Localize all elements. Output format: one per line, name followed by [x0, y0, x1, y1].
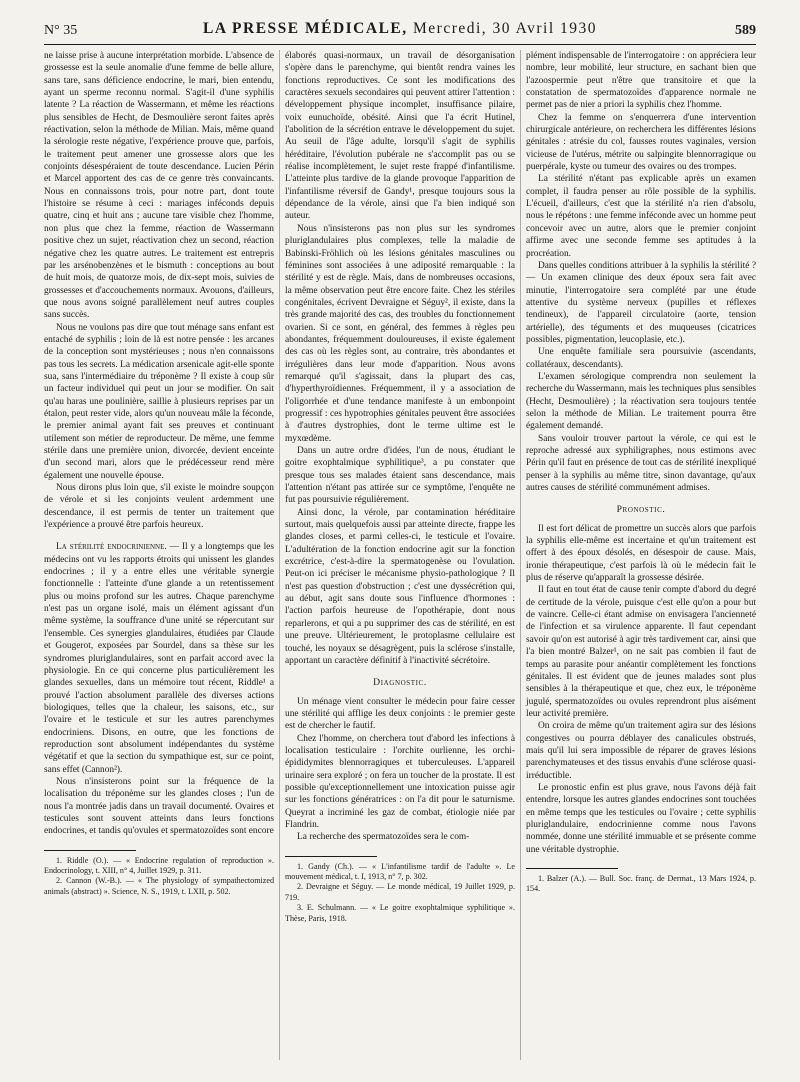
page-header	[44, 20, 756, 44]
paragraph: La recherche des spermatozoïdes sera le com-	[297, 832, 470, 843]
header-rule	[44, 44, 756, 45]
paragraph: Le pronostic enfin est plus grave, nous l'avons déjà fait entendre, lorsque les autres glandes endocrines sont touchées en même temps que les testicules ou l'ovaire ; cette syphilis pluriglandulaire, endocrinienne comme nous l'avons nommée, donne une stérilité immuable et se présente comme une véritable dystrophie.	[526, 782, 756, 855]
footnote-rule	[526, 868, 618, 869]
column-1	[44, 50, 274, 897]
paragraph	[44, 541, 274, 776]
column-divider	[520, 50, 521, 1060]
paragraph: plément indispensable de l'interrogatoire : on appréciera leur nombre, leur mobilité, leur structure, en sachant bien que l'azoospermie peut n'être que transitoire et que la constatation de spermatozoïdes d'apparence normale ne permet pas de nier a priori la syphilis chez l'homme.	[526, 51, 756, 111]
paragraph: Nous ne voulons pas dire que tout ménage sans enfant est entaché de syphilis ; loin de là est notre pensée : les arcanes de la conception sont mystérieuses ; nous n'en connaissons pas tous les secrets. La médication arsenicale agit-elle sponte sua, sans l'intermédiaire du tréponème ? Il existe à coup sûr un facteur individuel qui peut un jour se modifier. On sait qu'au haras une poulinière, saillie à plusieurs reprises par un étalon, peut rester vide, alors qu'un nouveau mâle la féconde, le premier animal ayant fait ses preuves et continuant utilement son métier de reproducteur. De même, une femme stérile dans une première union, divorcée, devient enceinte d'un second mari, alors que le prédécesseur rend mère également une nouvelle épouse.	[44, 322, 274, 481]
paragraph: Nous dirons plus loin que, s'il existe le moindre soupçon de vérole et si les conjoints veulent ardemment une descendance, il est permis de tenter un traitement que l'expérience a prouvé être parfois heureux.	[44, 483, 274, 531]
paragraph: Un ménage vient consulter le médecin pour faire cesser une stérilité qui afflige les deux conjoints : le premier geste est de chercher le fautif.	[285, 696, 515, 732]
paragraph: élaborés quasi-normaux, un travail de désorganisation s'opère dans le parenchyme, qui bientôt rendra vaines les fonctions reproductives. Ce sont les modifications des caractères sexuels secondaires qui peuvent attirer l'attention : développement physique incomplet, insuffisance pilaire, voix eunuchoïde, obésité. Ainsi que l'a écrit Hutinel, l'abolition de la sécrétion entrave le développement du sujet. Au seuil de l'âge adulte, lorsqu'il s'agit de syphilis héréditaire, l'évolution pubérale ne s'accomplit pas ou se réalise incomplètement, le sujet reste frappé d'infantilisme. L'atteinte plus tardive de la glande provoque l'apparition de l'infantilisme réversif de Gandy¹, presque toujours sous la dépendance de la vérole, ainsi que l'a bien indiqué son auteur.	[285, 51, 515, 222]
paragraph: L'examen sérologique comprendra non seulement la recherche du Wassermann, mais les techniques plus sensibles (Hecht, Desmoulière) ; la réactivation sera toujours tentée selon la méthode de Milian. Le traitement pourra être également demandé.	[526, 371, 756, 432]
section-run-in-title: La stérilité endocrinienne.	[56, 542, 167, 553]
footnote-rule	[285, 856, 377, 857]
paragraph: Une enquête familiale sera poursuivie (ascendants, collatéraux, descendants).	[526, 347, 756, 370]
journal-name: LA PRESSE MÉDICALE,	[202, 20, 408, 37]
column-3	[526, 50, 756, 895]
footnote: 1. Gandy (Ch.). — « L'infantilisme tardif de l'adulte ». Le mouvement médical, t. I, 1913, n° 7, p. 302.	[285, 861, 515, 882]
footnote: 2. Cannon (W.-B.). — « The physiology of sympathectomized animals (abstract) ». Science, N. S., 1919, t. LXII, p. 502.	[44, 876, 274, 896]
paragraph: Chez la femme on s'enquerrera d'une intervention chirurgicale antérieure, on recherchera les différentes lésions génitales : atrésie du col, fausses routes vaginales, version vicieuse de l'utérus, métrite ou salpingite blennorragique ou puerpérale, kyste ou tumeur des ovaires ou des trompes.	[526, 112, 756, 173]
paragraph: Ainsi donc, la vérole, par contamination héréditaire surtout, mais quelquefois aussi par atteinte directe, frappe les glandes closes, et parmi celles-ci, le testicule et l'ovaire. L'adultération de la fonction endocrine agit sur la fonction excrétrice, c'est-à-dire la spermatogenèse ou l'ovulation. Peut-on ici préciser le mécanisme physio-pathologique ? Il n'est pas question d'obstruction ; c'est une dyssécrétion qui, au début, agit sans doute sous l'influence d'hormones : l'action parfois heureuse de l'opothérapie, dont nous reparlerons, et qui a pu supprimer des cas de stérilité, en est une preuve. Ultérieurement, le protoplasme cellulaire est touché, les noyaux se désagrègent, puis la sclérose s'installe, apportant un caractère définitif à l'inactivité sécrétoire.	[285, 507, 515, 666]
paragraph: Il faut en tout état de cause tenir compte d'abord du degré de certitude de la vérole, puisque c'est elle qu'on a pour but de vaincre. Celle-ci étant admise on envisagera l'ancienneté de l'infection et sa virulence apparente. Il faut cependant savoir qu'on est autorisé à agir très tardivement car, ainsi que l'a bien montré Balzer¹, on ne sait pas combien il faut de temps au parasite pour anéantir complètement les fonctions génitales. Il est évident que de jeunes malades sont plus sensibles à la thérapeutique et que, chez eux, le tréponème jugulé, spermatozoïdes ou ovules reprendront plus aisément leur activité première.	[526, 585, 756, 719]
footnote: 3. E. Schulmann. — « Le goitre exophtalmique syphilitique ». Thèse, Paris, 1918.	[285, 903, 515, 923]
issue-date: Mercredi, 30 Avril 1930	[413, 20, 598, 37]
paragraph: ne laisse prise à aucune interprétation morbide. L'absence de grossesse est la seule anomalie d'une femme de belle allure, sans tare, sans déficience endocrine, le mari, bien entendu, ayant un sperme reconnu normal. S'agit-il d'une syphilis latente ? La réaction de Wassermann, et même les réactions plus sensibles de Hecht, de Desmoulière seront faites après réactivation, selon la méthode de Milian. Mais, même quand la sérologie reste négative, l'expérience prouve que, parfois, le traitement peut amener une grossesse alors que les conjoints désespéraient de toute descendance. Lucien Périn et Marcel apportent des cas de ce genre très convaincants. Nous en connaissons trois, pour notre part, dont toute l'histoire se résume à ceci : mariages inféconds depuis quatre, cinq et huit ans ; aucune tare visible chez l'homme, non plus que chez la femme, réaction de Wassermann positive chez un sujet, réactivation chez un second, réaction négative chez les quatre autres. Le traitement est entrepris par les arsénobenzènes et le bismuth : conceptions au bout de huit mois, de quatorze mois, de dix-sept mois, suivies de grossesses et d'accouchements normaux. Avouons, d'ailleurs, que nous avons soigné parallèlement neuf autres couples sans succès.	[44, 51, 274, 321]
running-title	[44, 20, 756, 38]
issue-number: N° 35	[44, 23, 78, 38]
paragraph: Sans vouloir trouver partout la vérole, ce qui est le reproche adressé aux syphiligraphes, nous estimons avec Périn qu'il faut en présence de tout cas de stérilité inexpliqué penser à la syphilis au même titre, sinon davantage, qu'aux autres causes de stérilité communément admises.	[526, 433, 756, 494]
paragraph: Dans un autre ordre d'idées, l'un de nous, étudiant le goitre exophtalmique syphilitique³, a pu constater que presque tous ses malades étaient sans descendance, mais l'attention n'étant pas attirée sur ce symptôme, l'enquête ne fut pas poursuivie régulièrement.	[285, 446, 515, 506]
column-divider	[279, 50, 280, 1060]
paragraph: Dans quelles conditions attribuer à la syphilis la stérilité ? — Un examen clinique des deux époux sera fait avec minutie, l'interrogatoire sera complété par une étude attentive du système nerveux (pupilles et réflexes tendineux), de l'appareil circulatoire (aorte, tension artérielle), des téguments et des muqueuses (cicatrices possibles, pigmentation, leucoplasie, etc.).	[526, 260, 756, 345]
paragraph: Nous n'insisterons point sur la fréquence de la localisation du tréponème sur les glandes closes ; l'un de nous l'a montrée jadis dans un travail documenté. Ovaires et testicules sont souvent atteints dans leurs fonctions endocrines, et tandis qu'ovules et spermatozoïdes sont encore	[44, 776, 274, 837]
footnote: 1. Riddle (O.). — « Endocrine regulation of reproduction ». Endocrinology, t. XIII, n° 4, Juillet 1929, p. 311.	[44, 855, 274, 876]
column-2	[285, 50, 515, 924]
paragraph: Chez l'homme, on cherchera tout d'abord les infections à localisation testiculaire : l'orchite ourlienne, les orchi-épididymites blennorragiques et tuberculeuses. L'appareil urinaire sera exploré ; on fera un toucher de la prostate. Il est possible qu'exceptionnellement une intoxication puisse agir sur les fonctions génératrices : on l'a dit pour le saturnisme. Queyrat a incriminé les gaz de combat, étiologie niée par Flandrin.	[285, 733, 515, 830]
paragraph: On croira de même qu'un traitement agira sur des lésions congestives ou pourra déblayer des canalicules obstrués, mais qu'il lui sera impossible de réparer de graves lésions parenchymateuses et des tissus envahis d'une sclérose quasi-irréductible.	[526, 721, 756, 781]
footnote-rule	[44, 850, 136, 851]
paragraph: Il est fort délicat de promettre un succès alors que parfois la syphilis elle-même est incertaine et qu'un traitement est offert à des époux désolés, en désespoir de cause. Mais, ironie thérapeutique, c'est parfois là où le médecin fait le plus de réserve qu'apparaît la grossesse désirée.	[526, 523, 756, 584]
section-text: — Il y a longtemps que les médecins ont vu les rapports étroits qui unissent les glandes endocrines ; il y a entre elles une véritable synergie fonctionnelle : l'atteinte d'une glande a un retentissement plus ou moins profond sur les autres. Chaque parenchyme n'est pas un organe isolé, mais un élément agissant d'un même système, la souffrance d'une unité se répercutant sur l'ensemble. Ces synergies glandulaires, étudiées par Claude et Gougerot, exposées par Sourdel, dans sa thèse sur les syndromes pluriglandulaires, sont en parfait accord avec la physiologie. En ce qui concerne plus particulièrement les glandes sexuelles, dans un mémoire tout récent, Riddle¹ a prouvé l'action absolument parallèle des diverses actions biologiques, telles que la chaleur, les saisons, etc., sur l'ovaire et le testicule et sur les autres parenchymes endocriniens. Disons, en outre, que les fonctions de reproduction sont absolument indépendantes du système végétatif et que la section du sympathique est, sur ce point, sans effet (Cannon²).	[44, 542, 274, 775]
page-number: 589	[735, 23, 756, 38]
paragraph: Nous n'insisterons pas non plus sur les syndromes pluriglandulaires plus complexes, telle la maladie de Babinski-Fröhlich où les lésions génitales masculines ou féminines sont associées à une adiposité remarquable : la stérilité y est de règle. Mais, dans de nombreuses occasions, la même observation peut être encore faite. Chez les stériles congénitales, écrivent Devraigne et Séguy², il existe, dans la très grande majorité des cas, des troubles du fonctionnement ovarien. Si ce sont, en général, des femmes à règles peu abondantes, fréquemment douloureuses, il existe également des cas où les règles sont, au contraire, très abondantes et irrégulières dans leur mode d'apparition. Nous avons remarqué qu'il s'agissait, dans la plupart des cas, d'hyperthyroïdiennes. Fréquemment, il y a association de l'oligorrhée et d'une tendance manifeste à un embonpoint progressif : ces hypotrophies génitales peuvent être associées à d'autres dystrophies, dont le terme ultime est le myxœdème.	[285, 223, 515, 444]
paragraph: La stérilité n'étant pas explicable après un examen complet, il faudra penser au rôle possible de la syphilis. L'écueil, d'ailleurs, c'est que la stérilité n'a rien d'absolu, nous le répétons : une femme inféconde avec un homme peut concevoir avec un autre, alors que le premier conjoint affirme avec une seconde femme ses aptitudes à la procréation.	[526, 174, 756, 259]
footnote: 1. Balzer (A.). — Bull. Soc. franç. de Dermat., 13 Mars 1924, p. 154.	[526, 874, 756, 894]
section-heading-diagnostic: Diagnostic.	[373, 677, 427, 689]
section-heading-pronostic: Pronostic.	[616, 504, 666, 516]
footnote: 2. Devraigne et Séguy. — Le monde médical, 19 Juillet 1929, p. 719.	[285, 882, 515, 902]
